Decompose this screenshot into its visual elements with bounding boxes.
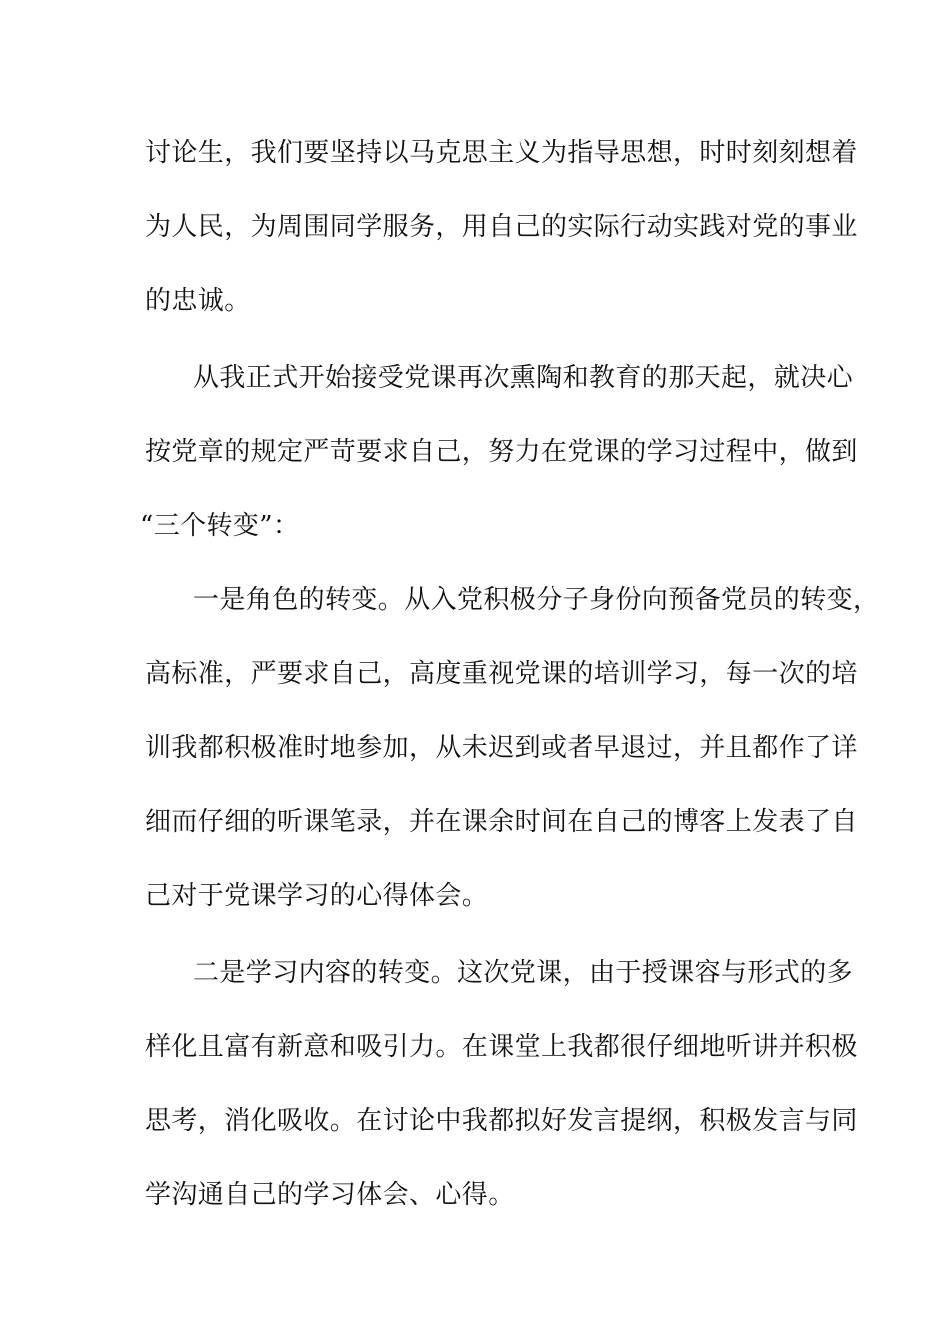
paragraph-line-8: 高标准，严要求自己，高度重视党课的培训学习，每一次的培 bbox=[145, 659, 858, 689]
paragraph-line-2: 为人民，为周围同学服务，用自己的实际行动实践对党的事业 bbox=[145, 212, 858, 242]
paragraph-line-1: 讨论生，我们要坚持以马克思主义为指导思想，时时刻刻想着 bbox=[145, 138, 858, 168]
paragraph-line-4: 从我正式开始接受党课再次熏陶和教育的那天起，就决心 bbox=[193, 363, 854, 393]
paragraph-line-7: 一是角色的转变。从入党积极分子身份向预备党员的转变， bbox=[193, 585, 880, 615]
paragraph-line-13: 样化且富有新意和吸引力。在课堂上我都很仔细地听讲并积极 bbox=[145, 1032, 858, 1062]
paragraph-line-11: 己对于党课学习的心得体会。 bbox=[145, 881, 489, 911]
paragraph-line-12: 二是学习内容的转变。这次党课，由于授课容与形式的多 bbox=[193, 958, 854, 988]
paragraph-line-9: 训我都积极准时地参加，从未迟到或者早退过，并且都作了详 bbox=[145, 733, 858, 763]
paragraph-line-6: “三个转变”： bbox=[140, 511, 300, 541]
paragraph-line-3: 的忠诚。 bbox=[145, 286, 251, 316]
paragraph-line-14: 思考，消化吸收。在讨论中我都拟好发言提纲，积极发言与同 bbox=[145, 1106, 858, 1136]
paragraph-line-5: 按党章的规定严苛要求自己，努力在党课的学习过程中，做到 bbox=[145, 437, 858, 467]
paragraph-line-15: 学沟通自己的学习体会、心得。 bbox=[145, 1180, 515, 1210]
paragraph-line-10: 细而仔细的听课笔录，并在课余时间在自己的博客上发表了自 bbox=[145, 807, 858, 837]
